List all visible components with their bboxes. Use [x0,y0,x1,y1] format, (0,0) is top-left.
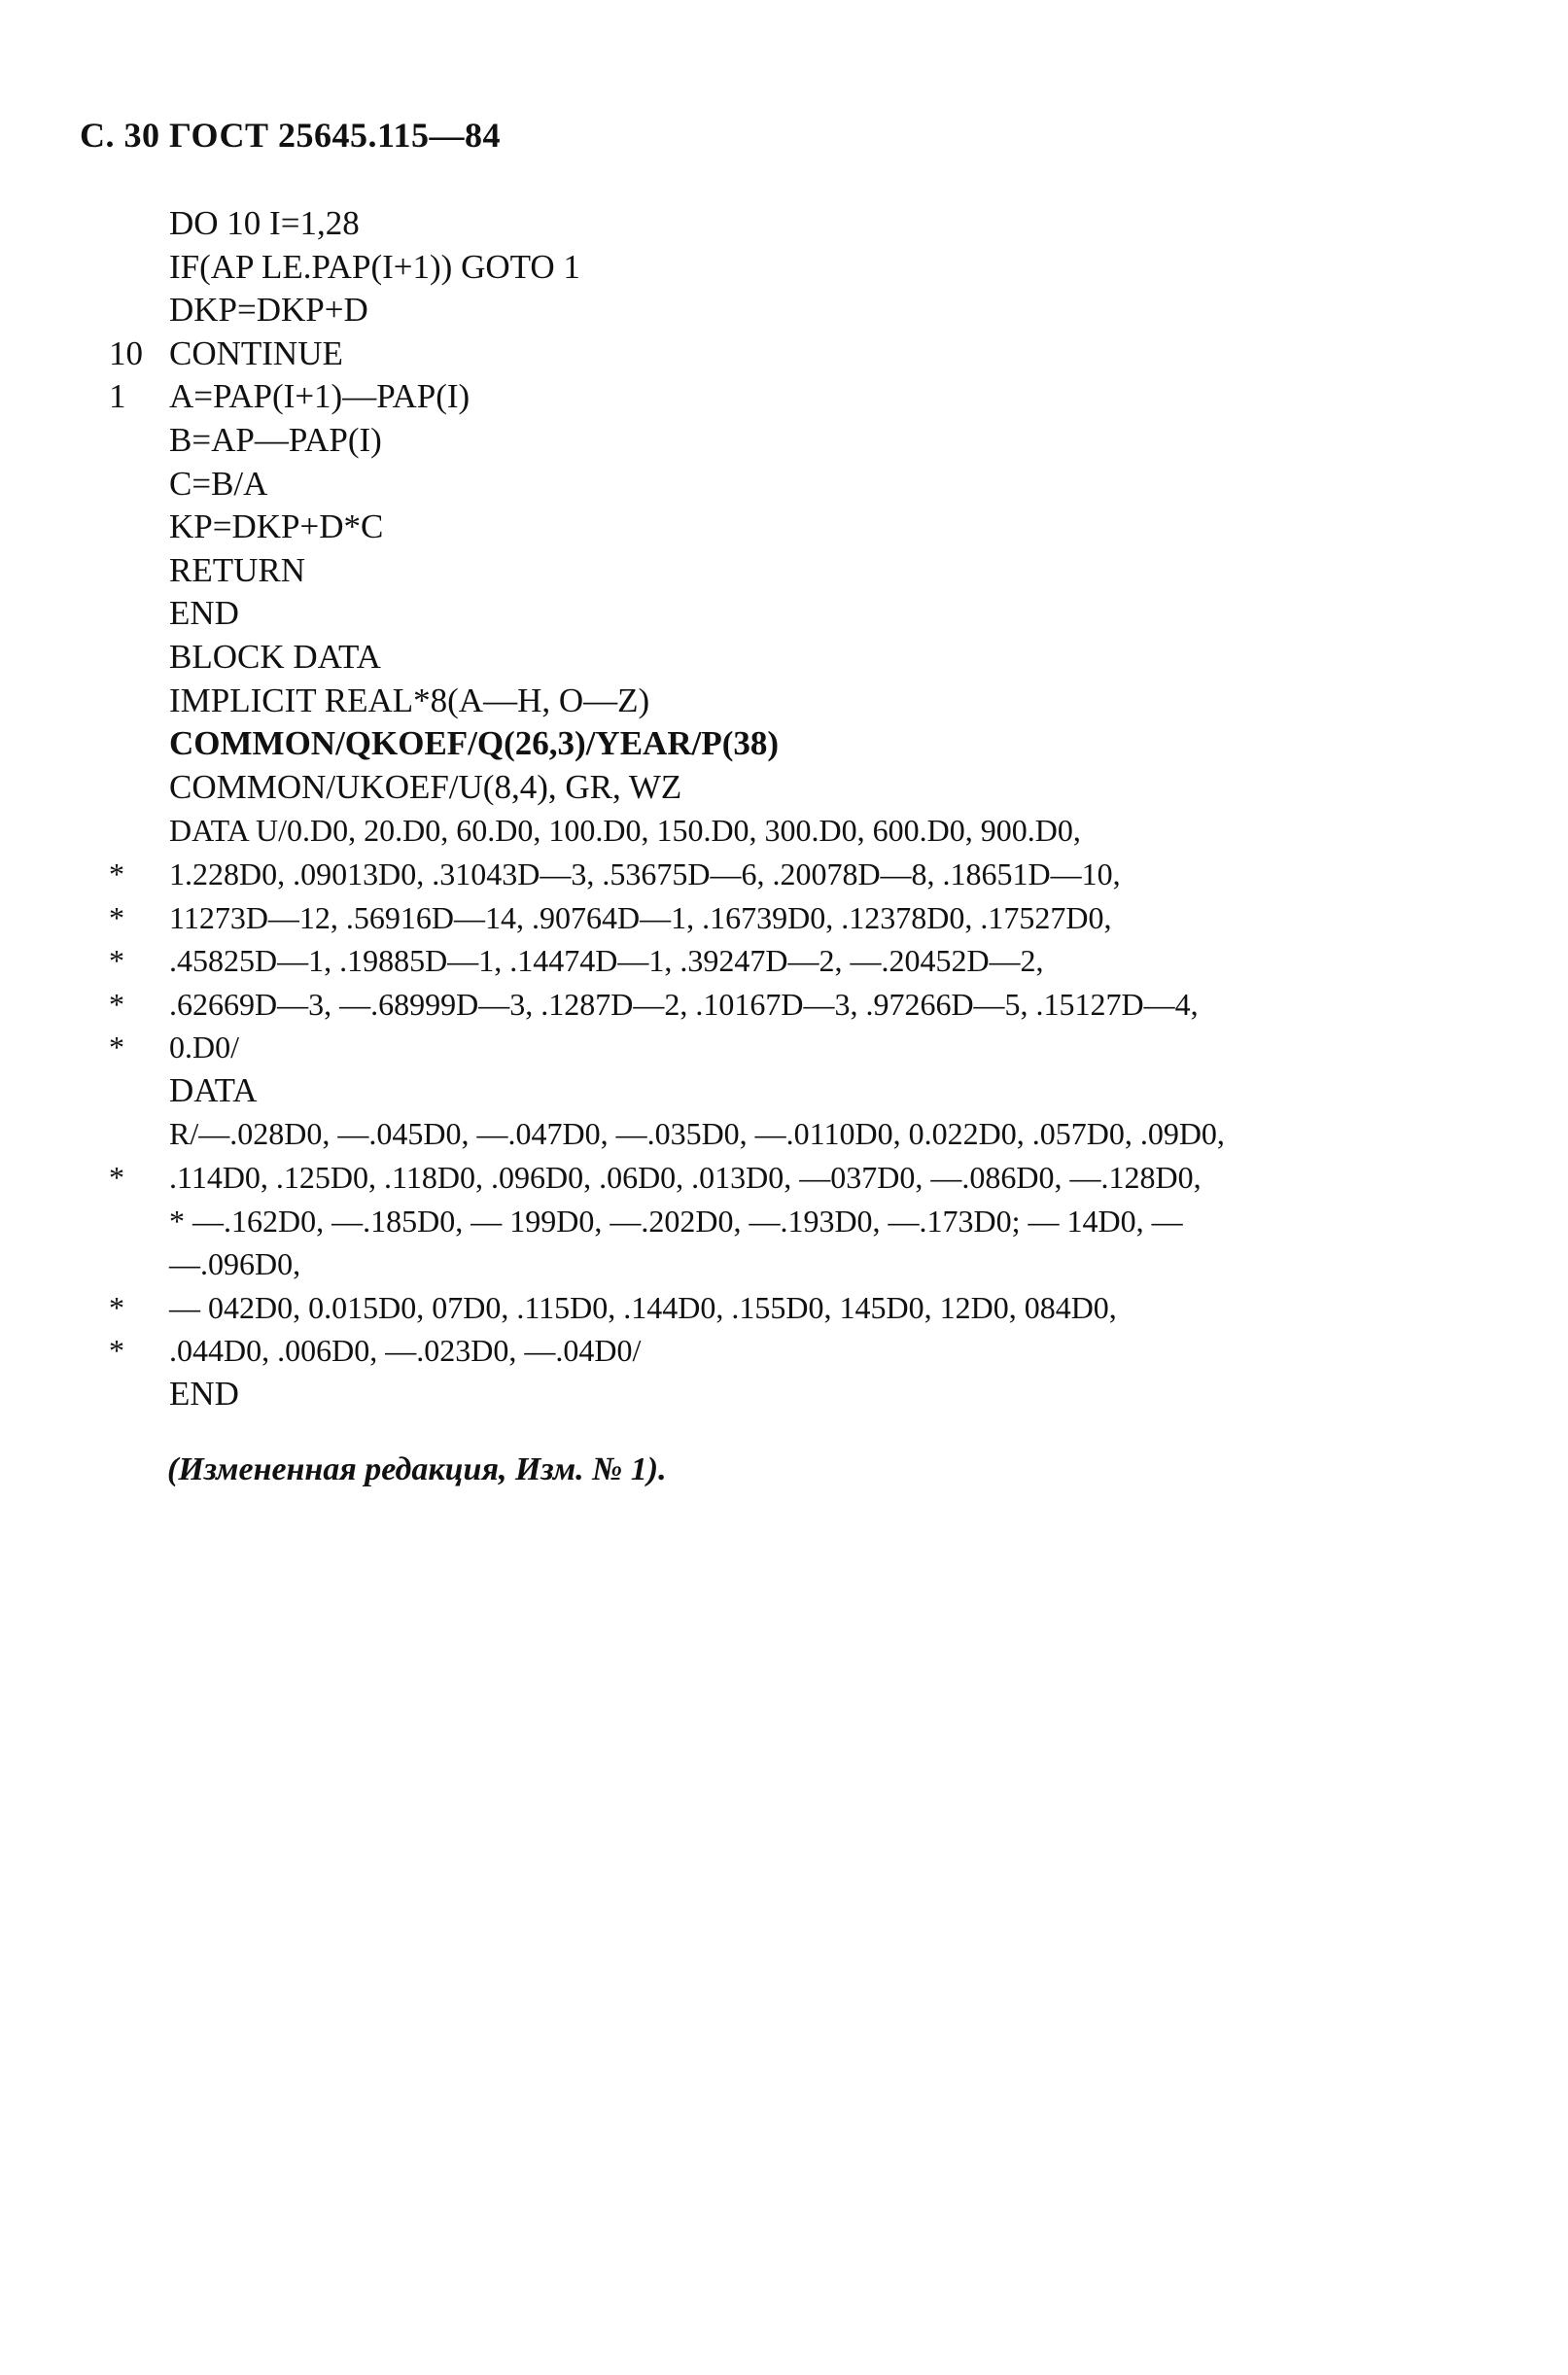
line-text: END [169,594,239,633]
code-line [109,1242,1528,1286]
line-text: 0.D0/ [169,1030,239,1065]
line-text: IF(AP LE.PAP(I+1)) GOTO 1 [169,247,580,286]
line-label: * [109,1030,124,1065]
line-text: COMMON/UKOEF/U(8,4), GR, WZ [169,767,682,806]
line-text: .044D0, .006D0, —.023D0, —.04D0/ [169,1333,642,1369]
code-line [109,592,1528,636]
line-text: CONTINUE [169,333,343,372]
code-line [109,1373,1528,1416]
line-text: * —.162D0, —.185D0, — 199D0, —.202D0, —.193D0, —.173D0; — 14D0, — [169,1203,1183,1239]
line-label: * [109,986,124,1022]
line-text: C=B/A [169,464,268,503]
line-text: .45825D—1, .19885D—1, .14474D—1, .39247D—2, —.20452D—2, [169,943,1044,979]
line-text: R/—.028D0, —.045D0, —.047D0, —.035D0, —.0110D0, 0.022D0, .057D0, .09D0, [169,1116,1225,1152]
code-line [109,1026,1528,1069]
line-label: 1 [109,377,126,416]
code-line [109,1329,1528,1373]
line-label: * [109,1333,124,1369]
code-line [109,289,1528,332]
line-text: KP=DKP+D*C [169,507,384,546]
code-line [109,1156,1528,1200]
code-line [109,680,1528,723]
line-text: A=PAP(I+1)—PAP(I) [169,377,470,416]
line-text: DATA [169,1070,258,1109]
code-line [109,202,1528,246]
line-text: RETURN [169,550,305,589]
line-label: 10 [109,333,143,372]
line-label: * [109,943,124,979]
code-listing [109,202,1528,1416]
code-line [109,506,1528,549]
line-label: * [109,1289,124,1325]
code-line [109,375,1528,419]
code-line [109,1286,1528,1330]
code-line [109,809,1528,853]
line-text: B=AP—PAP(I) [169,420,382,459]
page-header: С. 30 ГОСТ 25645.115—84 [80,116,501,155]
line-text: .62669D—3, —.68999D—3, .1287D—2, .10167D—3, .97266D—5, .15127D—4, [169,986,1199,1022]
code-line [109,1069,1528,1113]
code-line [109,1112,1528,1156]
code-line [109,332,1528,376]
code-line [109,246,1528,290]
code-line [109,983,1528,1027]
code-line [109,636,1528,680]
revision-note: (Измененная редакция, Изм. № 1). [167,1451,667,1487]
code-line [109,766,1528,810]
line-label: * [109,899,124,935]
line-text: DKP=DKP+D [169,291,368,330]
line-text: BLOCK DATA [169,637,381,676]
code-line [109,722,1528,766]
code-line [109,939,1528,983]
line-label: * [109,1160,124,1196]
code-line [109,896,1528,940]
code-line [109,853,1528,896]
line-text: DO 10 I=1,28 [169,204,360,242]
code-line [109,1200,1528,1243]
code-line [109,549,1528,593]
line-text: .114D0, .125D0, .118D0, .096D0, .06D0, .013D0, —037D0, —.086D0, —.128D0, [169,1160,1202,1196]
line-text: COMMON/QKOEF/Q(26,3)/YEAR/P(38) [169,724,780,763]
line-text: —.096D0, [169,1246,301,1282]
line-text: 1.228D0, .09013D0, .31043D—3, .53675D—6, .20078D—8, .18651D—10, [169,856,1121,891]
line-label: * [109,856,124,891]
code-line [109,419,1528,463]
line-text: — 042D0, 0.015D0, 07D0, .115D0, .144D0, .155D0, 145D0, 12D0, 084D0, [169,1289,1117,1325]
line-text: DATA U/0.D0, 20.D0, 60.D0, 100.D0, 150.D0, 300.D0, 600.D0, 900.D0, [169,813,1081,849]
line-text: 11273D—12, .56916D—14, .90764D—1, .16739D0, .12378D0, .17527D0, [169,899,1112,935]
line-text: IMPLICIT REAL*8(A—H, O—Z) [169,681,650,719]
code-line [109,463,1528,506]
line-text: END [169,1375,239,1414]
